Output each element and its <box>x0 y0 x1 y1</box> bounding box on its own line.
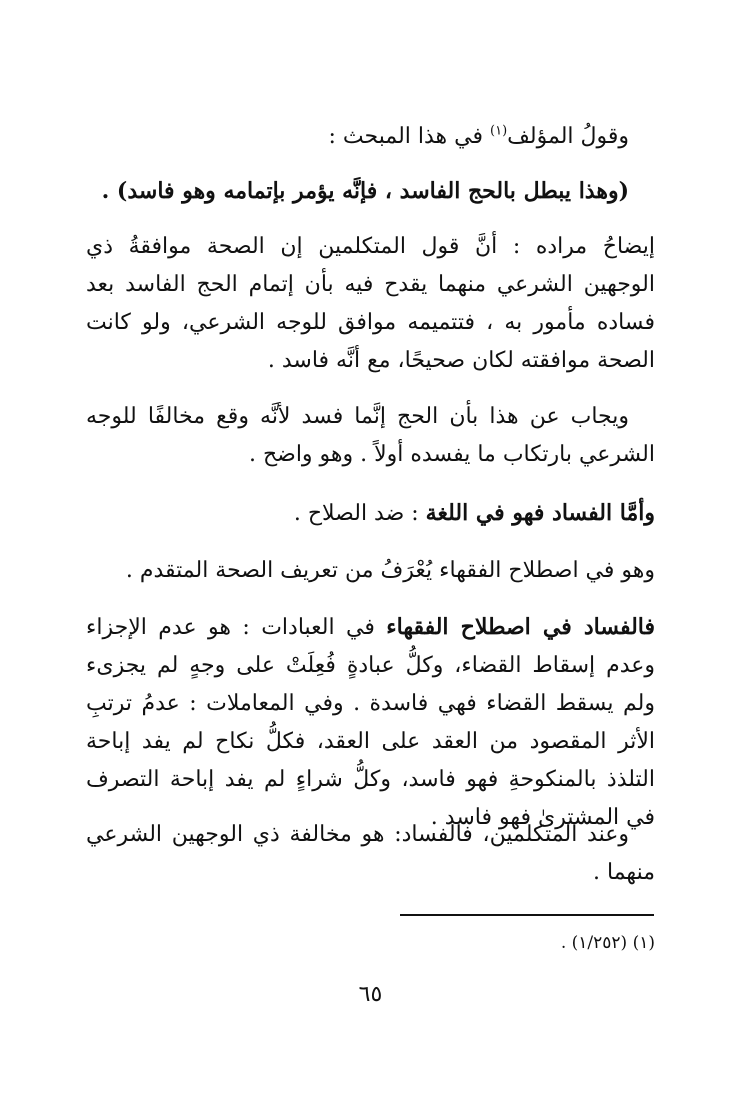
page-number: ٦٥ <box>358 982 383 1007</box>
paragraph-text: وعند المتكلمين، فالفساد: هو مخالفة ذي الوجهين الشرعي منهما . <box>86 822 655 885</box>
bold-term: فالفساد في اصطلاح الفقهاء <box>386 614 655 640</box>
paragraph-text: وهو في اصطلاح الفقهاء يُعْرَفُ من تعريف الصحة المتقدم . <box>125 558 655 583</box>
paragraph-text: في العبادات : هو عدم الإجزاء وعدم إسقاط القضاء، وكلُّ عبادةٍ فُعِلَتْ على وجهٍ لم يجزىء ولم يسقط القضاء فهي فاسدة . وفي المعاملات : عدمُ ترتبِ الأثر المقصود من العقد على العقد، فكلُّ نكاح لم يفد إباحة التلذذ بالمنكوحةِ فهو فاسد، وكلُّ شراءٍ لم يفد إباحة التصرف في المشترىٰ فهو فاسد . <box>86 615 655 830</box>
intro-text: وقولُ المؤلف <box>507 124 629 149</box>
paragraph-jurists-usage <box>86 552 655 590</box>
paragraph-theologians-definition <box>86 816 655 892</box>
quote-text: (وهذا يبطل بالحج الفاسد ، فإنَّه يؤمر بإتمامه وهو فاسد) . <box>101 178 629 204</box>
intro-text-end: في هذا المبحث : <box>328 124 490 149</box>
footnote-reference: (١) <box>490 123 508 139</box>
paragraph-response <box>86 398 655 474</box>
footnote-text: (١) (١/٢٥٢) . <box>560 933 655 953</box>
footnote <box>86 930 655 956</box>
paragraph-explanation <box>86 228 655 380</box>
paragraph-text: : ضد الصلاح . <box>293 501 426 526</box>
paragraph-jurists-definition <box>86 608 655 837</box>
bold-term: وأمَّا الفساد فهو في اللغة <box>425 500 655 526</box>
paragraph-linguistic-definition <box>86 494 655 533</box>
intro-line <box>86 118 655 156</box>
paragraph-text: ويجاب عن هذا بأن الحج إنَّما فسد لأنَّه وقع مخالفًا للوجه الشرعي بارتكاب ما يفسده أولاً . وهو واضح . <box>86 404 655 467</box>
footnote-divider <box>400 914 654 916</box>
paragraph-text: إيضاحُ مراده : أنَّ قول المتكلمين إن الصحة موافقةُ ذي الوجهين الشرعي منهما يقدح فيه بأن إتمام الحج الفاسد بعد فساده مأمور به ، فتتميمه موافق للوجه الشرعي، ولو كانت الصحة موافقته لكان صحيحًا، مع أنَّه فاسد . <box>86 234 655 373</box>
quoted-statement <box>86 172 655 210</box>
